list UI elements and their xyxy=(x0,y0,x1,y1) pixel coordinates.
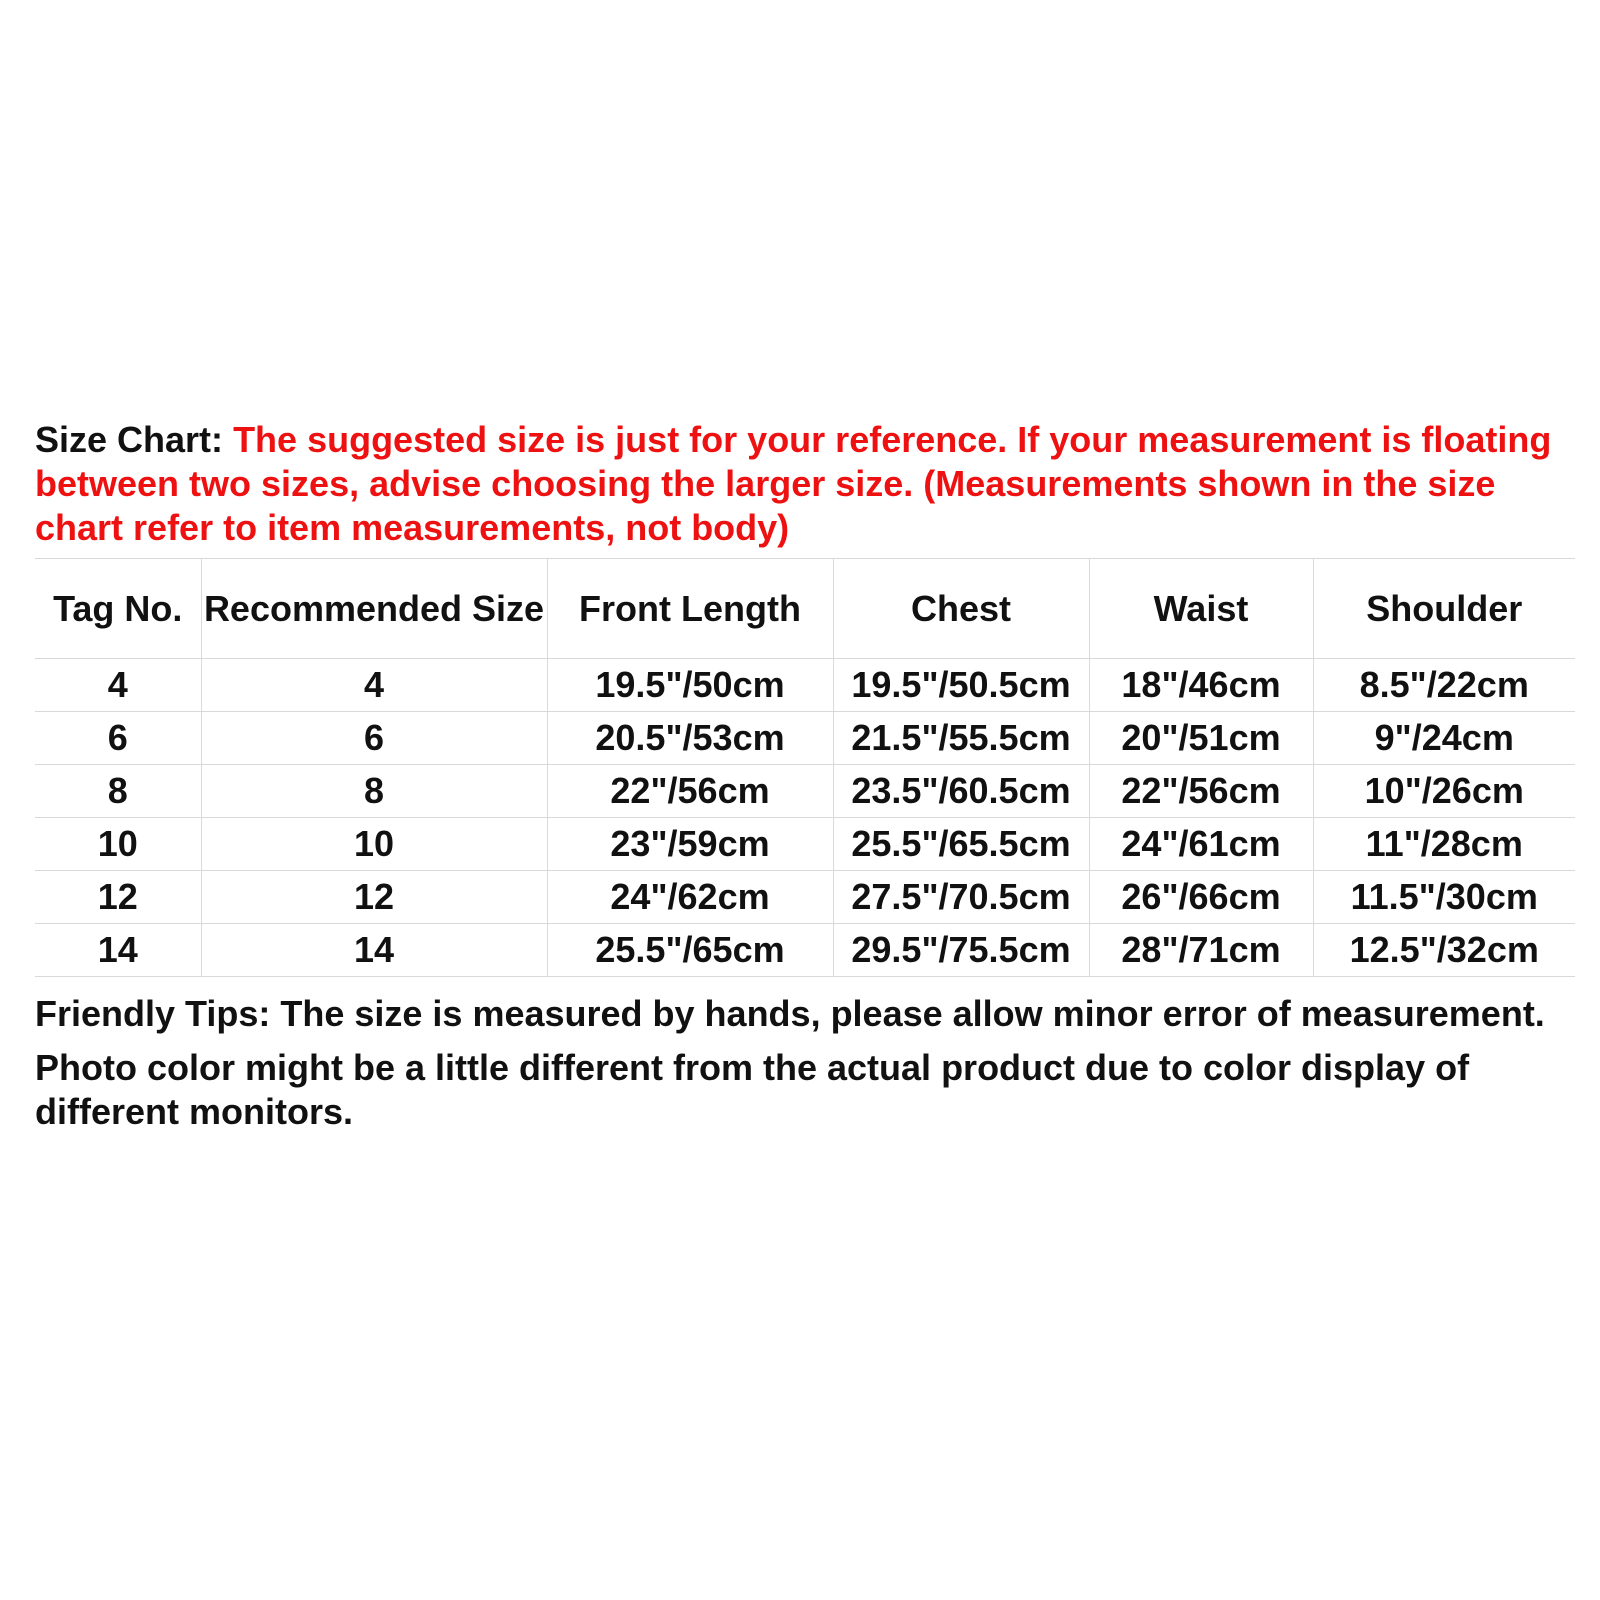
cell-waist: 28"/71cm xyxy=(1089,924,1313,977)
cell-front-length: 24"/62cm xyxy=(547,871,833,924)
size-table xyxy=(35,558,1575,977)
cell-front-length: 22"/56cm xyxy=(547,765,833,818)
cell-tag-no: 6 xyxy=(35,712,201,765)
cell-waist: 26"/66cm xyxy=(1089,871,1313,924)
header-front-length: Front Length xyxy=(547,559,833,659)
cell-waist: 22"/56cm xyxy=(1089,765,1313,818)
cell-shoulder: 11.5"/30cm xyxy=(1313,871,1575,924)
table-row xyxy=(35,818,1575,871)
cell-chest: 21.5"/55.5cm xyxy=(833,712,1089,765)
cell-front-length: 23"/59cm xyxy=(547,818,833,871)
header-recommended-size: Recommended Size xyxy=(201,559,547,659)
cell-front-length: 19.5"/50cm xyxy=(547,659,833,712)
header-shoulder: Shoulder xyxy=(1313,559,1575,659)
cell-chest: 19.5"/50.5cm xyxy=(833,659,1089,712)
cell-chest: 23.5"/60.5cm xyxy=(833,765,1089,818)
cell-tag-no: 4 xyxy=(35,659,201,712)
cell-recommended-size: 6 xyxy=(201,712,547,765)
cell-recommended-size: 12 xyxy=(201,871,547,924)
cell-chest: 29.5"/75.5cm xyxy=(833,924,1089,977)
size-chart-intro xyxy=(35,418,1580,550)
cell-shoulder: 9"/24cm xyxy=(1313,712,1575,765)
header-tag-no: Tag No. xyxy=(35,559,201,659)
friendly-tips-text: Friendly Tips: The size is measured by hands, please allow minor error of measurement. xyxy=(35,993,1545,1034)
table-header-row xyxy=(35,559,1575,659)
photo-color-note: Photo color might be a little different from the actual product due to color display of different monitors. xyxy=(35,1047,1470,1132)
table-row xyxy=(35,765,1575,818)
cell-chest: 27.5"/70.5cm xyxy=(833,871,1089,924)
header-chest: Chest xyxy=(833,559,1089,659)
cell-tag-no: 12 xyxy=(35,871,201,924)
cell-front-length: 25.5"/65cm xyxy=(547,924,833,977)
cell-recommended-size: 10 xyxy=(201,818,547,871)
table-row xyxy=(35,871,1575,924)
cell-tag-no: 8 xyxy=(35,765,201,818)
cell-waist: 18"/46cm xyxy=(1089,659,1313,712)
size-chart-label: Size Chart: xyxy=(35,419,224,460)
table-row xyxy=(35,924,1575,977)
cell-recommended-size: 8 xyxy=(201,765,547,818)
cell-front-length: 20.5"/53cm xyxy=(547,712,833,765)
cell-waist: 20"/51cm xyxy=(1089,712,1313,765)
cell-tag-no: 10 xyxy=(35,818,201,871)
cell-tag-no: 14 xyxy=(35,924,201,977)
size-chart-note: The suggested size is just for your reference. If your measurement is floating between two sizes, advise choosing the larger size. (Measurements shown in the size chart refer to item measurements, not body) xyxy=(35,419,1552,548)
cell-chest: 25.5"/65.5cm xyxy=(833,818,1089,871)
cell-shoulder: 10"/26cm xyxy=(1313,765,1575,818)
cell-shoulder: 12.5"/32cm xyxy=(1313,924,1575,977)
cell-recommended-size: 14 xyxy=(201,924,547,977)
cell-recommended-size: 4 xyxy=(201,659,547,712)
table-row xyxy=(35,659,1575,712)
table-row xyxy=(35,712,1575,765)
cell-shoulder: 11"/28cm xyxy=(1313,818,1575,871)
cell-shoulder: 8.5"/22cm xyxy=(1313,659,1575,712)
header-waist: Waist xyxy=(1089,559,1313,659)
cell-waist: 24"/61cm xyxy=(1089,818,1313,871)
tips-section xyxy=(35,992,1580,1144)
